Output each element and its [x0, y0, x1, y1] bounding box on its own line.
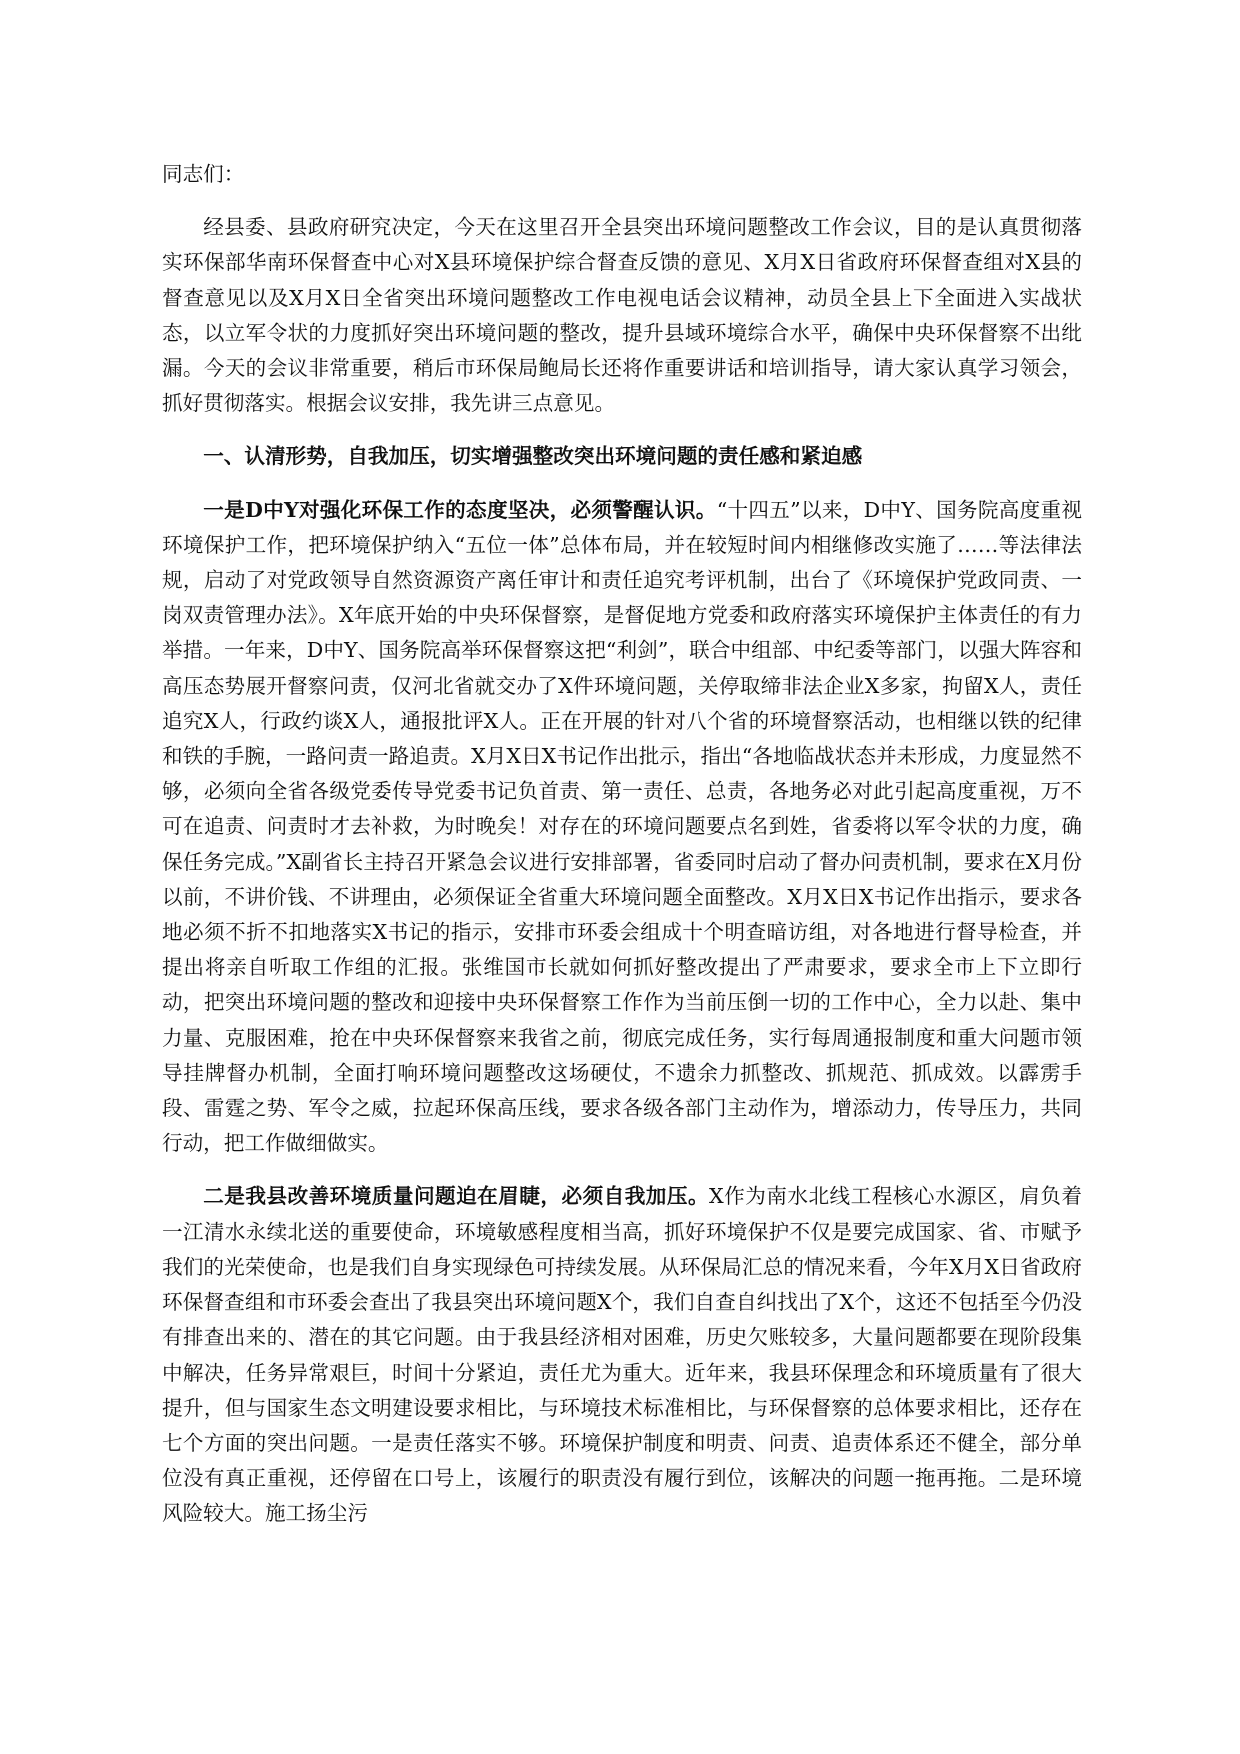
salutation: 同志们： — [162, 162, 245, 186]
paragraph-body: X作为南水北线工程核心水源区，肩负着一江清水永续北送的重要使命，环境敏感程度相当高，抓好环境保护不仅是要完成国家、省、市赋予我们的光荣使命，也是我们自身实现绿色可持续发展。从环保局汇总的情况来看，今年X月X日省政府环保督查组和市环委会查出了我县突出环境问题X个，我们自查自纠找出了X个，这还不包括至今仍没有排查出来的、潜在的其它问题。由于我县经济相对困难，历史欠账较多，大量问题都要在现阶段集中解决，任务异常艰巨，时间十分紧迫，责任尤为重大。近年来，我县环保理念和环境质量有了很大提升，但与国家生态文明建设要求相比，与环境技术标准相比，与环保督察的总体要求相比，还存在七个方面的突出问题。一是责任落实不够。环境保护制度和明责、问责、追责体系还不健全，部分单位没有真正重视，还停留在口号上，该履行的职责没有履行到位，该解决的问题一拖再拖。二是环境风险较大。施工扬尘污 — [162, 1184, 1082, 1526]
paragraph-lead: 一是D中Y对强化环保工作的态度坚决，必须警醒认识。 — [203, 497, 717, 522]
paragraph-body: “十四五”以来，D中Y、国务院高度重视环境保护工作，把环境保护纳入“五位一体”总体布局，并在较短时间内相继修改实施了……等法律法规，启动了对党政领导自然资源资产离任审计和责任追究考评机制，出台了《环境保护党政同责、一岗双责管理办法》。X年底开始的中央环保督察，是督促地方党委和政府落实环境保护主体责任的有力举措。一年来，D中Y、国务院高举环保督察这把“利剑”，联合中组部、中纪委等部门，以强大阵容和高压态势展开督察问责，仅河北省就交办了X件环境问题，关停取缔非法企业X多家，拘留X人，责任追究X人，行政约谈X人，通报批评X人。正在开展的针对八个省的环境督察活动，也相继以铁的纪律和铁的手腕，一路问责一路追责。X月X日X书记作出批示，指出“各地临战状态并未形成，力度显然不够，必须向全省各级党委传导党委书记负首责、第一责任、总责，各地务必对此引起高度重视，万不可在追责、问责时才去补救，为时晚矣！对存在的环境问题要点名到姓，省委将以军令状的力度，确保任务完成。”X副省长主持召开紧急会议进行安排部署，省委同时启动了督办问责机制，要求在X月份以前，不讲价钱、不讲理由，必须保证全省重大环境问题全面整改。X月X日X书记作出指示，要求各地必须不折不扣地落实X书记的指示，安排市环委会组成十个明查暗访组，对各地进行督导检查，并提出将亲自听取工作组的汇报。张维国市长就如何抓好整改提出了严肃要求，要求全市上下立即行动，把突出环境问题的整改和迎接中央环保督察工作作为当前压倒一切的工作中心，全力以赴、集中力量、克服困难，抢在中央环保督察来我省之前，彻底完成任务，实行每周通报制度和重大问题市领导挂牌督办机制，全面打响环境问题整改这场硬仗，不遗余力抓整改、抓规范、抓成效。以霹雳手段、雷霆之势、军令之威，拉起环保高压线，要求各级各部门主动作为，增添动力，传导压力，共同行动，把工作做细做实。 — [162, 497, 1082, 1156]
section-heading-1: 一、认清形势，自我加压，切实增强整改突出环境问题的责任感和紧迫感 — [203, 444, 863, 469]
paragraph-point-1 — [162, 493, 1082, 1162]
intro-paragraph: 经县委、县政府研究决定，今天在这里召开全县突出环境问题整改工作会议，目的是认真贯彻落实环保部华南环保督查中心对X县环境保护综合督查反馈的意见、X月X日省政府环保督查组对X县的督查意见以及X月X日全省突出环境问题整改工作电视电话会议精神，动员全县上下全面进入实战状态，以立军令状的力度抓好突出环境问题的整改，提升县域环境综合水平，确保中央环保督察不出纰漏。今天的会议非常重要，稍后市环保局鲍局长还将作重要讲话和培训指导，请大家认真学习领会，抓好贯彻落实。根据会议安排，我先讲三点意见。 — [162, 215, 1082, 416]
document-body — [162, 157, 1082, 1532]
paragraph-point-2 — [162, 1179, 1082, 1531]
paragraph-lead: 二是我县改善环境质量问题迫在眉睫，必须自我加压。 — [203, 1184, 710, 1209]
